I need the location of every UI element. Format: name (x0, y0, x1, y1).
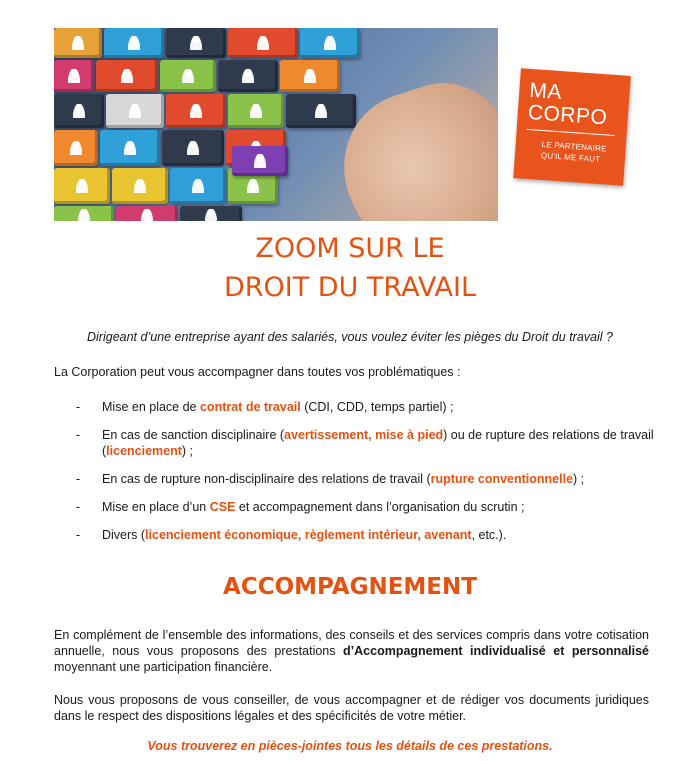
puzzle-tile (300, 28, 360, 58)
list-text: ) ; (181, 444, 194, 458)
list-text: ) ; (573, 472, 585, 486)
puzzle-tile (286, 94, 356, 128)
bullet-dash: - (76, 400, 81, 414)
list-item (54, 399, 654, 415)
closing-note: Vous trouverez en pièces-jointes tous les détails de ces prestations. (147, 739, 553, 753)
accompaniment-paragraph (54, 627, 649, 675)
puzzle-tile (104, 28, 164, 58)
list-text: En cas de sanction disciplinaire ( (102, 428, 285, 442)
service-list (54, 399, 654, 543)
highlight-text: licenciement économique, règlement intérieur, avenant (145, 528, 472, 542)
puzzle-tile (166, 94, 226, 128)
list-text: En cas de rupture non-disciplinaire des relations de travail ( (102, 472, 431, 486)
bullet-dash: - (76, 500, 81, 514)
list-item (54, 499, 654, 515)
puzzle-tile (218, 60, 278, 92)
list-item (54, 427, 654, 459)
highlight-text: rupture conventionnelle (430, 472, 574, 486)
purple-puzzle-piece (232, 146, 288, 176)
bullet-dash: - (76, 472, 81, 486)
section-title: ACCOMPAGNEMENT (223, 574, 477, 600)
puzzle-tile (228, 94, 284, 128)
puzzle-tile (54, 206, 114, 221)
puzzle-tile (280, 60, 340, 92)
list-text: ) ou de rupture des relations de travail ( (102, 428, 654, 458)
intro-text: Dirigeant d’une entreprise ayant des salariés, vous voulez éviter les pièges du Droit du travail ? (87, 330, 613, 344)
puzzle-tile (162, 130, 224, 166)
puzzle-tile (54, 28, 102, 58)
page-title-line2: DROIT DU TRAVAIL (223, 272, 477, 303)
puzzle-tile (54, 60, 94, 92)
lead-paragraph: La Corporation peut vous accompagner dans toutes vos problématiques : (54, 365, 461, 379)
para-text: En complément de l’ensemble des informations, des conseils et des services compris dans votre cotisation annuelle, nous vous proposons des prestations (54, 628, 649, 658)
list-text: Divers ( (102, 528, 146, 542)
puzzle-tile (228, 28, 298, 58)
list-text: (CDI, CDD, temps partiel) ; (300, 400, 454, 414)
highlight-text: contrat de travail (199, 400, 301, 414)
advice-paragraph: Nous vous proposons de vous conseiller, de vous accompagner et de rédiger vos documents juridiques dans le respect des dispositions légales et des spécificités de votre métier. (54, 693, 649, 723)
logo-text-line2: CORPO (527, 100, 609, 130)
puzzle-tile (170, 168, 226, 204)
bold-text: d’Accompagnement individualisé et personnalisé (343, 644, 649, 658)
list-text: et accompagnement dans l’organisation du scrutin ; (235, 500, 525, 514)
para-text: moyennant une participation financière. (54, 660, 273, 674)
highlight-text: licenciement (106, 444, 182, 458)
puzzle-tile (54, 168, 110, 204)
puzzle-tile (54, 94, 104, 128)
puzzle-tile (112, 168, 168, 204)
puzzle-tile (54, 130, 98, 166)
highlight-text: avertissement, mise à pied (284, 428, 444, 442)
logo-text-line1: MA (528, 78, 563, 105)
puzzle-tile (116, 206, 178, 221)
puzzle-tile (106, 94, 164, 128)
ma-corpo-logo (513, 68, 630, 185)
hand-image (324, 66, 498, 221)
list-text: , etc.). (471, 528, 507, 542)
puzzle-tile (166, 28, 226, 58)
puzzle-tile (100, 130, 160, 166)
list-text: Mise en place de (102, 400, 200, 414)
list-item (54, 471, 654, 487)
puzzle-tile (160, 60, 216, 92)
list-text: Mise en place d’un (102, 500, 210, 514)
bullet-dash: - (76, 428, 81, 442)
logo-tagline2: QU'IL ME FAUT (540, 150, 601, 165)
puzzle-tile (180, 206, 242, 221)
highlight-text: CSE (209, 500, 236, 514)
list-item (54, 527, 654, 543)
puzzle-tile (96, 60, 158, 92)
logo-tagline1: LE PARTENAIRE (541, 139, 607, 154)
bullet-dash: - (76, 528, 81, 542)
page-title-line1: ZOOM SUR LE (255, 233, 445, 264)
hero-image (54, 28, 498, 221)
